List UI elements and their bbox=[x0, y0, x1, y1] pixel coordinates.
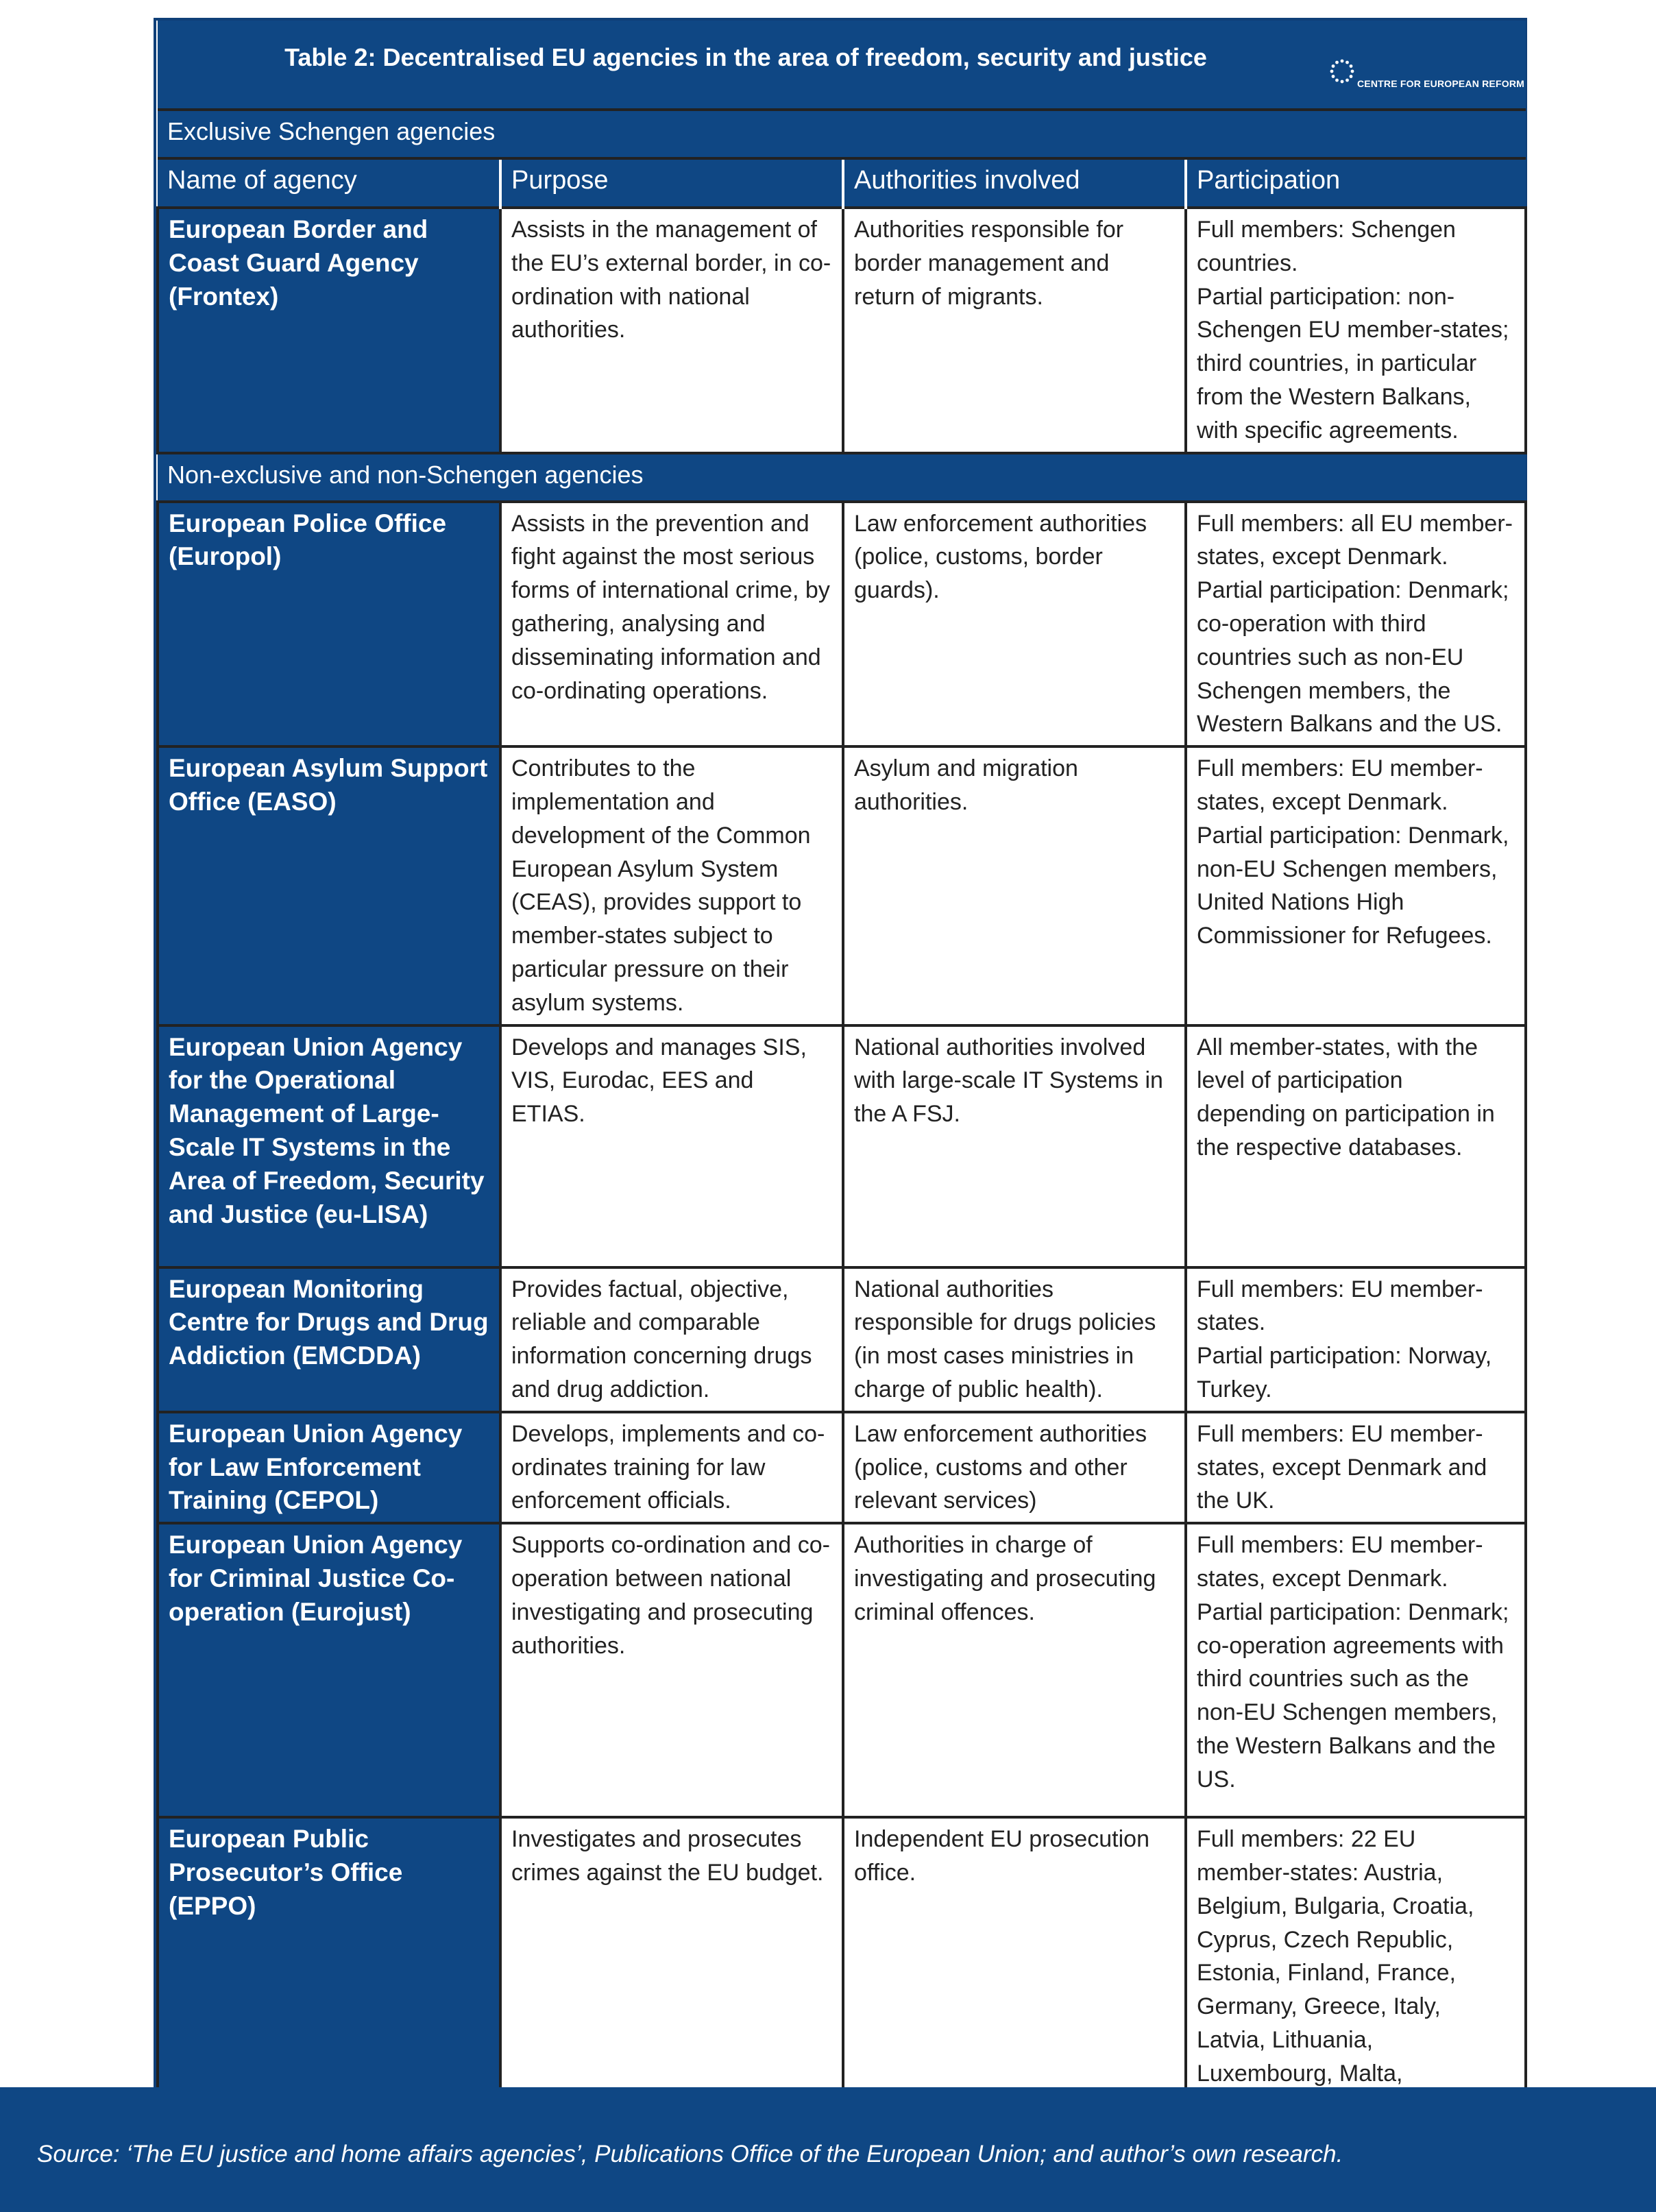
agencies-table bbox=[154, 18, 1527, 2200]
column-header-authorities: Authorities involved bbox=[843, 158, 1186, 208]
star-mark bbox=[1341, 80, 1344, 84]
table-row bbox=[158, 208, 1526, 453]
purpose-cell: Contributes to the implementation and development of the Common European Asylum System (CEAS), provides support to member-states subject to particular pressure on their asylum systems. bbox=[500, 746, 843, 1025]
column-header-participation: Participation bbox=[1186, 158, 1526, 208]
star-mark bbox=[1335, 61, 1339, 64]
section-label: Exclusive Schengen agencies bbox=[158, 110, 1526, 158]
purpose-cell: Supports co-ordination and co-operation between national investigating and prosecuting authorities. bbox=[500, 1523, 843, 1817]
agency-name-cell: European Union Agency for Criminal Justice Co-operation (Eurojust) bbox=[158, 1523, 500, 1817]
participation-cell: Full members: 22 EU member-states: Austria, Belgium, Bulgaria, Croatia, Cyprus, Czech Republic, Estonia, Finland, France, Germany, Greece, Italy, Latvia, Lithuania, Luxembourg, Malta, bbox=[1186, 1817, 1526, 2196]
title-row bbox=[158, 21, 1526, 110]
eu-stars-icon bbox=[1328, 44, 1356, 99]
agency-name-cell: European Union Agency for the Operational Management of Large-Scale IT Systems in the Area of Freedom, Security and Justice (eu-LISA) bbox=[158, 1025, 500, 1267]
table-row bbox=[158, 1025, 1526, 1267]
agency-name-cell: European Public Prosecutor’s Office (EPPO) bbox=[158, 1817, 500, 2196]
source-footer bbox=[0, 2087, 1656, 2212]
table-row bbox=[158, 502, 1526, 747]
agency-name-cell: European Border and Coast Guard Agency (Frontex) bbox=[158, 208, 500, 453]
purpose-cell: Assists in the prevention and fight against the most serious forms of international crime, by gathering, analysing and disseminating information and co-ordinating operations. bbox=[500, 502, 843, 747]
authorities-cell: National authorities involved with large-scale IT Systems in the A FSJ. bbox=[843, 1025, 1186, 1267]
authorities-cell: Authorities in charge of investigating and prosecuting criminal offences. bbox=[843, 1523, 1186, 1817]
participation-cell: Full members: EU member-states, except Denmark. Partial participation: Denmark, non-EU Schengen members, United Nations High Commissioner for Refugees. bbox=[1186, 746, 1526, 1025]
column-header-name: Name of agency bbox=[158, 158, 500, 208]
star-mark bbox=[1346, 79, 1349, 82]
authorities-cell: Independent EU prosecution office. bbox=[843, 1817, 1186, 2196]
star-mark bbox=[1341, 60, 1344, 63]
authorities-cell: Asylum and migration authorities. bbox=[843, 746, 1186, 1025]
agency-name-cell: European Monitoring Centre for Drugs and Drug Addiction (EMCDDA) bbox=[158, 1267, 500, 1412]
authorities-cell: Law enforcement authorities (police, customs and other relevant services) bbox=[843, 1412, 1186, 1523]
star-mark bbox=[1346, 61, 1349, 64]
authorities-cell: Authorities responsible for border management and return of migrants. bbox=[843, 208, 1186, 453]
section-row-non-exclusive bbox=[158, 453, 1526, 502]
title-cell bbox=[158, 21, 1526, 110]
table-row bbox=[158, 1267, 1526, 1412]
section-label: Non-exclusive and non-Schengen agencies bbox=[158, 453, 1526, 502]
purpose-cell: Investigates and prosecutes crimes against the EU budget. bbox=[500, 1817, 843, 2196]
authorities-cell: National authorities responsible for drugs policies (in most cases ministries in charge of public health). bbox=[843, 1267, 1186, 1412]
participation-cell: Full members: all EU member-states, except Denmark. Partial participation: Denmark; co-operation with third countries such as non-EU Schengen members, the Western Balkans and the US. bbox=[1186, 502, 1526, 747]
star-mark bbox=[1330, 70, 1334, 73]
column-header-purpose: Purpose bbox=[500, 158, 843, 208]
participation-cell: All member-states, with the level of participation depending on participation in the respective databases. bbox=[1186, 1025, 1526, 1267]
purpose-cell: Assists in the management of the EU’s external border, in co-ordination with national authorities. bbox=[500, 208, 843, 453]
column-header-row bbox=[158, 158, 1526, 208]
participation-cell: Full members: EU member-states. Partial participation: Norway, Turkey. bbox=[1186, 1267, 1526, 1412]
table-row bbox=[158, 1523, 1526, 1817]
logo-text: CENTRE FOR EUROPEAN REFORM bbox=[1357, 78, 1524, 89]
star-mark bbox=[1335, 79, 1339, 82]
table-row bbox=[158, 746, 1526, 1025]
participation-cell: Full members: EU member-states, except Denmark. Partial participation: Denmark; co-operation agreements with third countries such as the non-EU Schengen members, the Western Balkans and the US. bbox=[1186, 1523, 1526, 1817]
source-note: Source: ‘The EU justice and home affairs agencies’, Publications Office of the European Union; and author’s own research. bbox=[37, 2141, 1343, 2167]
agency-name-cell: European Police Office (Europol) bbox=[158, 502, 500, 747]
star-mark bbox=[1351, 70, 1354, 73]
participation-cell: Full members: EU member-states, except Denmark and the UK. bbox=[1186, 1412, 1526, 1523]
purpose-cell: Develops, implements and co-ordinates training for law enforcement officials. bbox=[500, 1412, 843, 1523]
agency-name-cell: European Union Agency for Law Enforcement Training (CEPOL) bbox=[158, 1412, 500, 1523]
table-row bbox=[158, 1412, 1526, 1523]
purpose-cell: Develops and manages SIS, VIS, Eurodac, EES and ETIAS. bbox=[500, 1025, 843, 1267]
star-mark bbox=[1350, 64, 1353, 68]
star-mark bbox=[1350, 75, 1353, 78]
star-mark bbox=[1332, 75, 1335, 78]
star-mark bbox=[1332, 64, 1335, 68]
cer-logo bbox=[1328, 44, 1524, 106]
authorities-cell: Law enforcement authorities (police, customs, border guards). bbox=[843, 502, 1186, 747]
participation-cell: Full members: Schengen countries. Partial participation: non-Schengen EU member-states; third countries, in particular from the Western Balkans, with specific agreements. bbox=[1186, 208, 1526, 453]
agency-name-cell: European Asylum Support Office (EASO) bbox=[158, 746, 500, 1025]
table-grid bbox=[156, 21, 1527, 2198]
purpose-cell: Provides factual, objective, reliable and comparable information concerning drugs and drug addiction. bbox=[500, 1267, 843, 1412]
table-title: Table 2: Decentralised EU agencies in the area of freedom, security and justice bbox=[284, 43, 1207, 71]
section-row-exclusive bbox=[158, 110, 1526, 158]
